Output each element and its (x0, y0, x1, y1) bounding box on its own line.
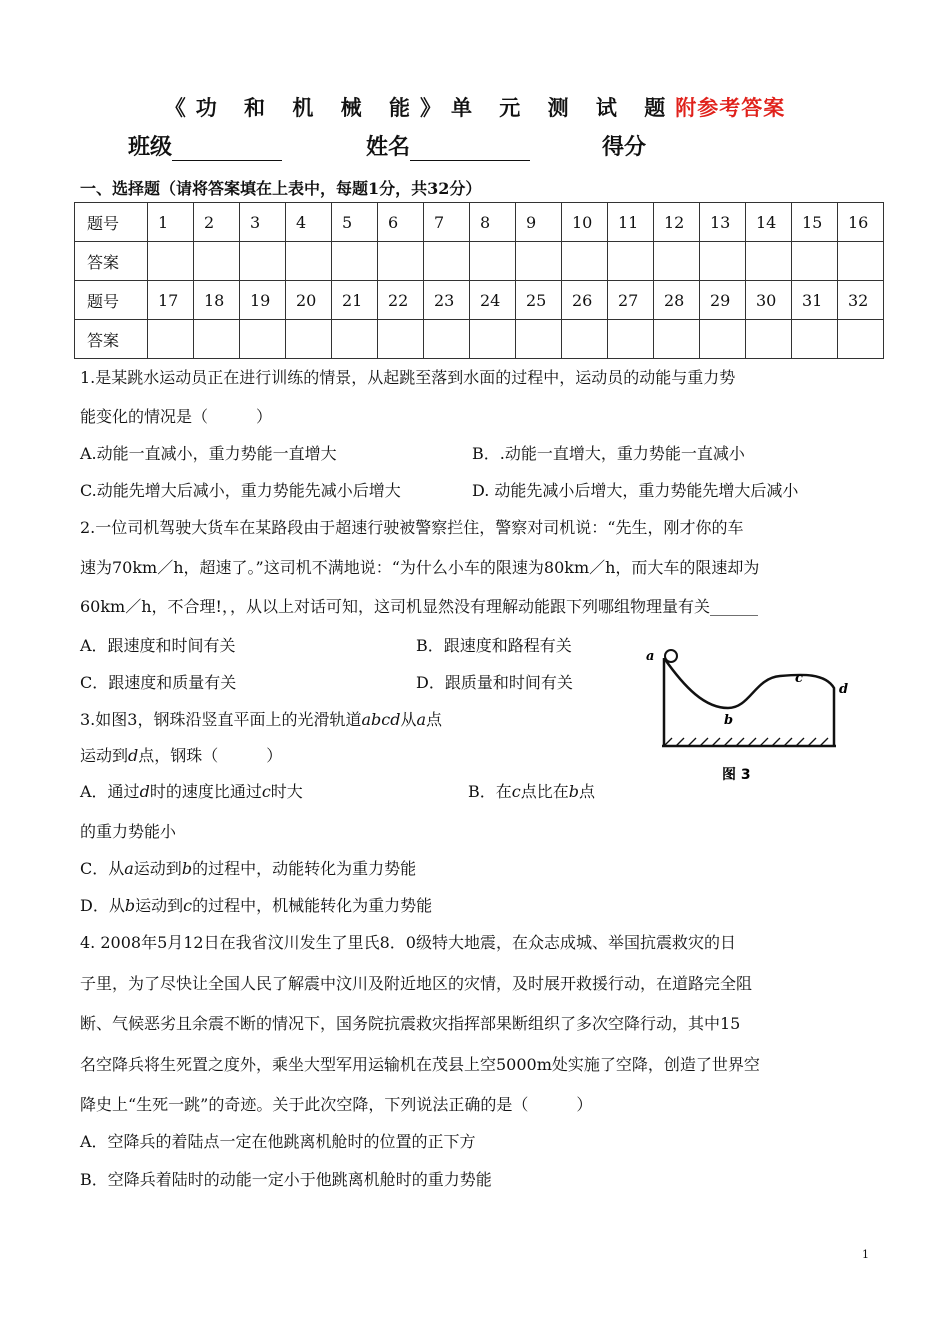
table-row (75, 281, 884, 320)
num-cell: 22 (378, 281, 424, 320)
q3-c-text: 运动到 (133, 859, 182, 878)
answer-cell[interactable] (470, 320, 516, 359)
answer-cell[interactable] (286, 242, 332, 281)
num-cell: 21 (332, 281, 378, 320)
answer-table (74, 202, 884, 359)
q3-b-text: 点比在 (520, 782, 569, 801)
table-row (75, 242, 884, 281)
num-cell: 19 (240, 281, 286, 320)
answer-cell[interactable] (838, 242, 884, 281)
answer-cell[interactable] (608, 242, 654, 281)
q4-stem-line2: 子里，为了尽快让全国人民了解震中汶川及附近地区的灾情，及时展开救援行动，在道路完全阻 (80, 974, 753, 993)
num-cell: 32 (838, 281, 884, 320)
q1-stem-line1: 1.是某跳水运动员正在进行训练的情景，从起跳至落到水面的过程中，运动员的动能与重力势 (80, 368, 736, 387)
answer-cell[interactable] (516, 242, 562, 281)
track-figure (640, 638, 870, 788)
answer-cell[interactable] (562, 242, 608, 281)
q3-c-text: C．从 (80, 859, 125, 878)
q2-option-d: D．跟质量和时间有关 (416, 673, 573, 692)
q4-stem-line3: 断、气候恶劣且余震不断的情况下，国务院抗震救灾指挥部果断组织了多次空降行动，其中15 (80, 1014, 741, 1033)
num-cell: 13 (700, 203, 746, 242)
name-blank (410, 138, 530, 161)
q3-b-point-b: b (568, 782, 579, 801)
num-cell: 25 (516, 281, 562, 320)
q4-option-b: B．空降兵着陆时的动能一定小于他跳离机舱时的重力势能 (80, 1170, 492, 1189)
num-cell: 31 (792, 281, 838, 320)
num-cell: 2 (194, 203, 240, 242)
num-cell: 16 (838, 203, 884, 242)
answer-cell[interactable] (424, 242, 470, 281)
name-label: 姓名 (366, 134, 411, 160)
answer-cell[interactable] (838, 320, 884, 359)
q2-option-c: C．跟速度和质量有关 (80, 673, 237, 692)
answer-cell[interactable] (562, 320, 608, 359)
table-row (75, 320, 884, 359)
q3-point-d: d (128, 746, 139, 765)
q1-option-b: B．.动能一直增大，重力势能一直减小 (472, 444, 745, 463)
q1-option-d: D. 动能先减小后增大，重力势能先增大后减小 (472, 481, 799, 500)
answer-cell[interactable] (286, 320, 332, 359)
student-info-line (128, 130, 646, 161)
answer-cell[interactable] (240, 242, 286, 281)
answer-cell[interactable] (378, 242, 424, 281)
num-cell: 7 (424, 203, 470, 242)
q3-c-point-a: a (124, 859, 134, 878)
num-cell: 6 (378, 203, 424, 242)
q3-option-b-continued: 的重力势能小 (80, 822, 177, 841)
q1-option-a: A.动能一直减小，重力势能一直增大 (80, 444, 337, 463)
q3-d-text: 运动到 (135, 896, 184, 915)
q2-option-b: B．跟速度和路程有关 (416, 636, 572, 655)
q3-text: 点，钢珠（ ） (138, 746, 283, 765)
answer-cell[interactable] (148, 320, 194, 359)
title-main: 《功 和 机 械 能》单 元 测 试 题 (164, 95, 676, 120)
q3-track-label: abcd (361, 710, 401, 729)
answer-cell[interactable] (470, 242, 516, 281)
q3-a-text: 时大 (270, 782, 303, 801)
num-cell: 3 (240, 203, 286, 242)
steel-ball (665, 650, 677, 662)
figure-caption: 图 3 (722, 767, 751, 783)
q1-option-c: C.动能先增大后减小，重力势能先减小后增大 (80, 481, 401, 500)
answer-cell[interactable] (194, 242, 240, 281)
q3-d-text: 的过程中，机械能转化为重力势能 (192, 896, 433, 915)
q3-a-point-c: c (261, 782, 271, 801)
label-a: a (646, 649, 655, 664)
num-cell: 9 (516, 203, 562, 242)
answer-cell[interactable] (194, 320, 240, 359)
page-number: 1 (862, 1248, 869, 1261)
num-cell: 5 (332, 203, 378, 242)
q3-b-point-c: c (511, 782, 521, 801)
q3-point-a: a (416, 710, 426, 729)
q2-stem-line3: 60km／h，不合理!，，从以上对话可知，这司机显然没有理解动能跟下列哪组物理量有关______ (80, 597, 758, 616)
q2-option-a: A．跟速度和时间有关 (80, 636, 236, 655)
score-label: 得分 (602, 134, 647, 160)
q3-b-text: 点 (579, 782, 596, 801)
q4-stem-line4: 名空降兵将生死置之度外，乘坐大型军用运输机在茂县上空5000m处实施了空降，创造了世界空 (80, 1055, 760, 1074)
q3-stem-line2 (80, 746, 282, 766)
num-cell: 8 (470, 203, 516, 242)
q3-a-text: 时的速度比通过 (149, 782, 262, 801)
q2-stem-line1: 2.一位司机驾驶大货车在某路段由于超速行驶被警察拦住，警察对司机说：“先生，刚才你的车 (80, 518, 744, 537)
q3-text: 运动到 (80, 746, 129, 765)
num-cell: 14 (746, 203, 792, 242)
q3-option-a (80, 782, 303, 802)
q3-option-b (468, 782, 595, 802)
num-cell: 12 (654, 203, 700, 242)
q3-stem-line1 (80, 710, 442, 730)
answer-cell[interactable] (608, 320, 654, 359)
q4-stem-line5: 降史上“生死一跳”的奇迹。关于此次空降，下列说法正确的是（ ） (80, 1095, 593, 1114)
smooth-track (664, 658, 834, 708)
class-blank (172, 138, 282, 161)
q3-option-d (80, 896, 432, 916)
num-cell: 1 (148, 203, 194, 242)
num-cell: 27 (608, 281, 654, 320)
num-cell: 15 (792, 203, 838, 242)
answer-cell[interactable] (332, 320, 378, 359)
page-title (0, 92, 950, 122)
answer-cell[interactable] (792, 320, 838, 359)
answer-cell[interactable] (424, 320, 470, 359)
table-row (75, 203, 884, 242)
title-answer-suffix: 附参考答案 (675, 95, 786, 120)
answer-cell[interactable] (746, 320, 792, 359)
num-cell: 18 (194, 281, 240, 320)
num-cell: 17 (148, 281, 194, 320)
answer-cell[interactable] (332, 242, 378, 281)
answer-cell[interactable] (654, 320, 700, 359)
row-label-num: 题号 (75, 203, 148, 242)
q3-d-text: D．从 (80, 896, 125, 915)
num-cell: 20 (286, 281, 332, 320)
num-cell: 24 (470, 281, 516, 320)
q4-option-a: A．空降兵的着陆点一定在他跳离机舱时的位置的正下方 (80, 1132, 476, 1151)
q3-d-point-b: b (124, 896, 136, 915)
label-d: d (839, 682, 849, 697)
answer-cell[interactable] (700, 320, 746, 359)
num-cell: 28 (654, 281, 700, 320)
q3-c-text: 的过程中，动能转化为重力势能 (192, 859, 417, 878)
answer-cell[interactable] (700, 242, 746, 281)
q3-a-text: A．通过 (80, 782, 140, 801)
num-cell: 11 (608, 203, 654, 242)
label-c: c (795, 671, 803, 686)
answer-cell[interactable] (746, 242, 792, 281)
class-label: 班级 (128, 134, 173, 160)
q3-b-text: B．在 (468, 782, 512, 801)
num-cell: 4 (286, 203, 332, 242)
q1-stem-line2: 能变化的情况是（ ） (80, 407, 273, 426)
row-label-num: 题号 (75, 281, 148, 320)
num-cell: 30 (746, 281, 792, 320)
label-b: b (724, 713, 734, 728)
num-cell: 10 (562, 203, 608, 242)
num-cell: 23 (424, 281, 470, 320)
answer-cell[interactable] (148, 242, 194, 281)
num-cell: 26 (562, 281, 608, 320)
q3-d-point-c: c (183, 896, 193, 915)
num-cell: 29 (700, 281, 746, 320)
q3-c-point-b: b (181, 859, 193, 878)
answer-cell[interactable] (516, 320, 562, 359)
q3-text: 点 (426, 710, 443, 729)
q2-stem-line2: 速为70km／h，超速了。”这司机不满地说：“为什么小车的限速为80km／h，而大车的限速却为 (80, 558, 760, 577)
section-heading: 一、选择题（请将答案填在上表中，每题1分，共32分） (80, 179, 482, 198)
answer-cell[interactable] (654, 242, 700, 281)
row-label-ans: 答案 (75, 242, 148, 281)
answer-cell[interactable] (240, 320, 286, 359)
q3-option-c (80, 859, 416, 879)
answer-cell[interactable] (792, 242, 838, 281)
q3-text: 3.如图3，钢珠沿竖直平面上的光滑轨道 (80, 710, 362, 729)
answer-cell[interactable] (378, 320, 424, 359)
q3-a-point-d: d (139, 782, 150, 801)
q3-text: 从 (400, 710, 417, 729)
q4-stem-line1: 4. 2008年5月12日在我省汶川发生了里氏8．0级特大地震，在众志成城、举国抗震救灾的日 (80, 933, 736, 952)
row-label-ans: 答案 (75, 320, 148, 359)
